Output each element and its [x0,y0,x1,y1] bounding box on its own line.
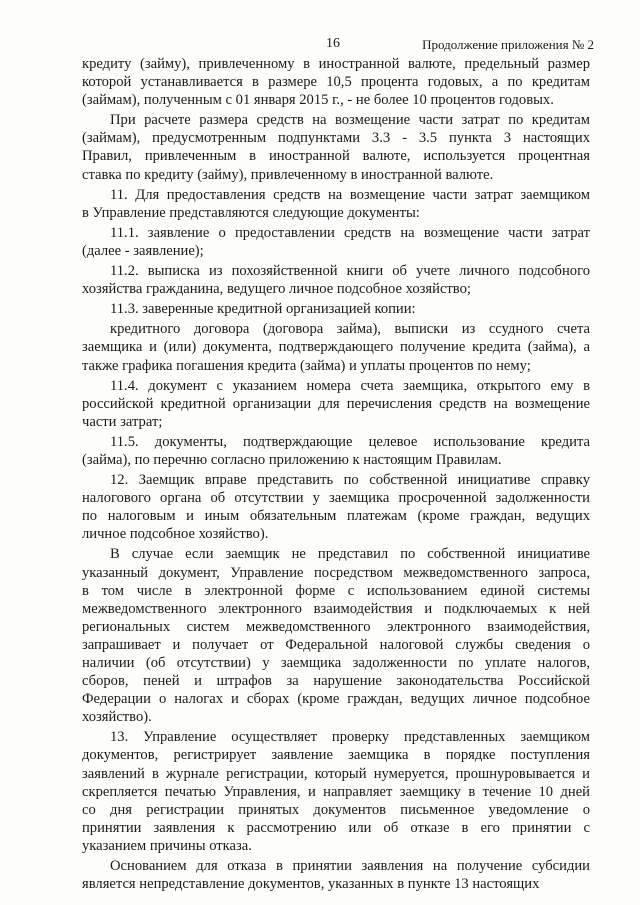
text-line: 11.3. заверенные кредитной организацией копии: [110,301,416,318]
text-line: документов, регистрирует заявление заемщика в порядке поступления [82,747,590,764]
text-line: кредитного договора (договора займа), выписки из ссудного счета [110,321,590,338]
text-line: В случае если заемщик не представил по собственной инициативе [110,546,590,563]
text-line: При расчете размера средств на возмещение части затрат по кредитам [110,112,590,129]
text-line: налогового органа об отсутствии у заемщика просроченной задолженности [82,490,590,507]
text-line: (далее - заявление); [82,242,204,259]
text-line: кредиту (займу), привлеченному в иностранной валюте, предельный размер [82,56,590,72]
text-line: 11.5. документы, подтверждающие целевое использование кредита [110,433,590,450]
paragraph [82,55,590,109]
text-line: со дня регистрации принятых документов письменное уведомление о [82,801,590,818]
paragraph [82,262,590,298]
text-line: межведомственного электронного взаимодействия и подключаемых к ней [82,600,590,617]
text-line: скрепляется печатью Управления, и направляет заемщику в течение 10 дней [82,783,590,800]
paragraph [82,111,590,183]
text-line: части затрат; [82,413,163,430]
text-line: которой устанавливается в размере 10,5 процента годовых, а по кредитам [82,74,590,91]
text-line: запрашивает и получает от Федеральной налоговой службы сведения о [82,636,590,653]
text-line: является непредставление документов, указанных в пункте 13 настоящих [82,876,540,893]
text-line: заявлений в журнале регистрации, который нумеруется, прошнуровывается и [82,765,590,782]
continuation-note: Продолжение приложения № 2 [422,37,594,52]
text-line: хозяйство). [82,709,152,726]
paragraph [82,224,590,260]
paragraph [82,545,590,726]
text-line: принятии заявления к рассмотрению или об отказе в его принятии с [82,819,590,836]
text-line: в том числе в электронной форме с использованием единой системы [82,582,590,599]
text-line: Федерации о налогах и сборах (кроме граждан, ведущих личное подсобное [82,691,590,708]
text-line: заемщика и (или) документа, подтверждающего получение кредита (займа), а [82,339,590,356]
paragraph [82,857,590,893]
page-header [0,36,640,54]
text-line: указанием причины отказа. [82,837,252,854]
text-line: 11.1. заявление о предоставлении средств на возмещение части затрат [110,224,590,241]
paragraph [82,471,590,543]
text-line: также графика погашения кредита (займа) и уплаты процентов по нему; [82,357,531,374]
text-line: 11.4. документ с указанием номера счета заемщика, открытого ему в [110,377,590,394]
text-line: российской кредитной организации для перечисления средств на возмещение [82,395,590,412]
text-line: Основанием для отказа в принятии заявления на получение субсидии [110,858,590,875]
document-body [82,55,590,895]
text-line: Правил, привлеченным в иностранной валюте, используется процентная [82,148,590,165]
text-line: наличии (об отсутствии) у заемщика задолженности по уплате налогов, [82,655,590,671]
paragraph [82,300,590,318]
paragraph [82,377,590,431]
text-line: (займам), предусмотренным подпунктами 3.3 - 3.5 пункта 3 настоящих [82,130,590,147]
text-line: ставка по кредиту (займу), привлеченному в иностранной валюте. [82,166,494,183]
paragraph [82,320,590,374]
text-line: региональных систем межведомственного электронного взаимодействия, [82,618,590,635]
page-number: 16 [326,36,340,51]
text-line: в Управление представляются следующие документы: [82,204,420,221]
text-line: хозяйства гражданина, ведущего личное подсобное хозяйство; [82,281,471,298]
paragraph [82,728,590,855]
text-line: 13. Управление осуществляет проверку представленных заемщиком [110,729,590,746]
text-line: 11.2. выписка из похозяйственной книги об учете личного подсобного [110,263,590,280]
text-line: сборов, пеней и штрафов за нарушение законодательства Российской [82,673,590,690]
paragraph [82,433,590,469]
paragraph [82,186,590,222]
text-line: 12. Заемщик вправе представить по собственной инициативе справку [110,472,590,489]
text-line: (займам), полученным с 01 января 2015 г., - не более 10 процентов годовых. [82,92,554,109]
text-line: указанный документ, Управление посредством межведомственного запроса, [82,564,590,581]
text-line: (займа), по перечню согласно приложению к настоящим Правилам. [82,451,502,468]
text-line: личное подсобное хозяйство). [82,526,269,543]
text-line: по налоговым и иным обязательным платежам (кроме граждан, ведущих [82,508,590,525]
text-line: 11. Для предоставления средств на возмещение части затрат заемщиком [110,186,590,203]
